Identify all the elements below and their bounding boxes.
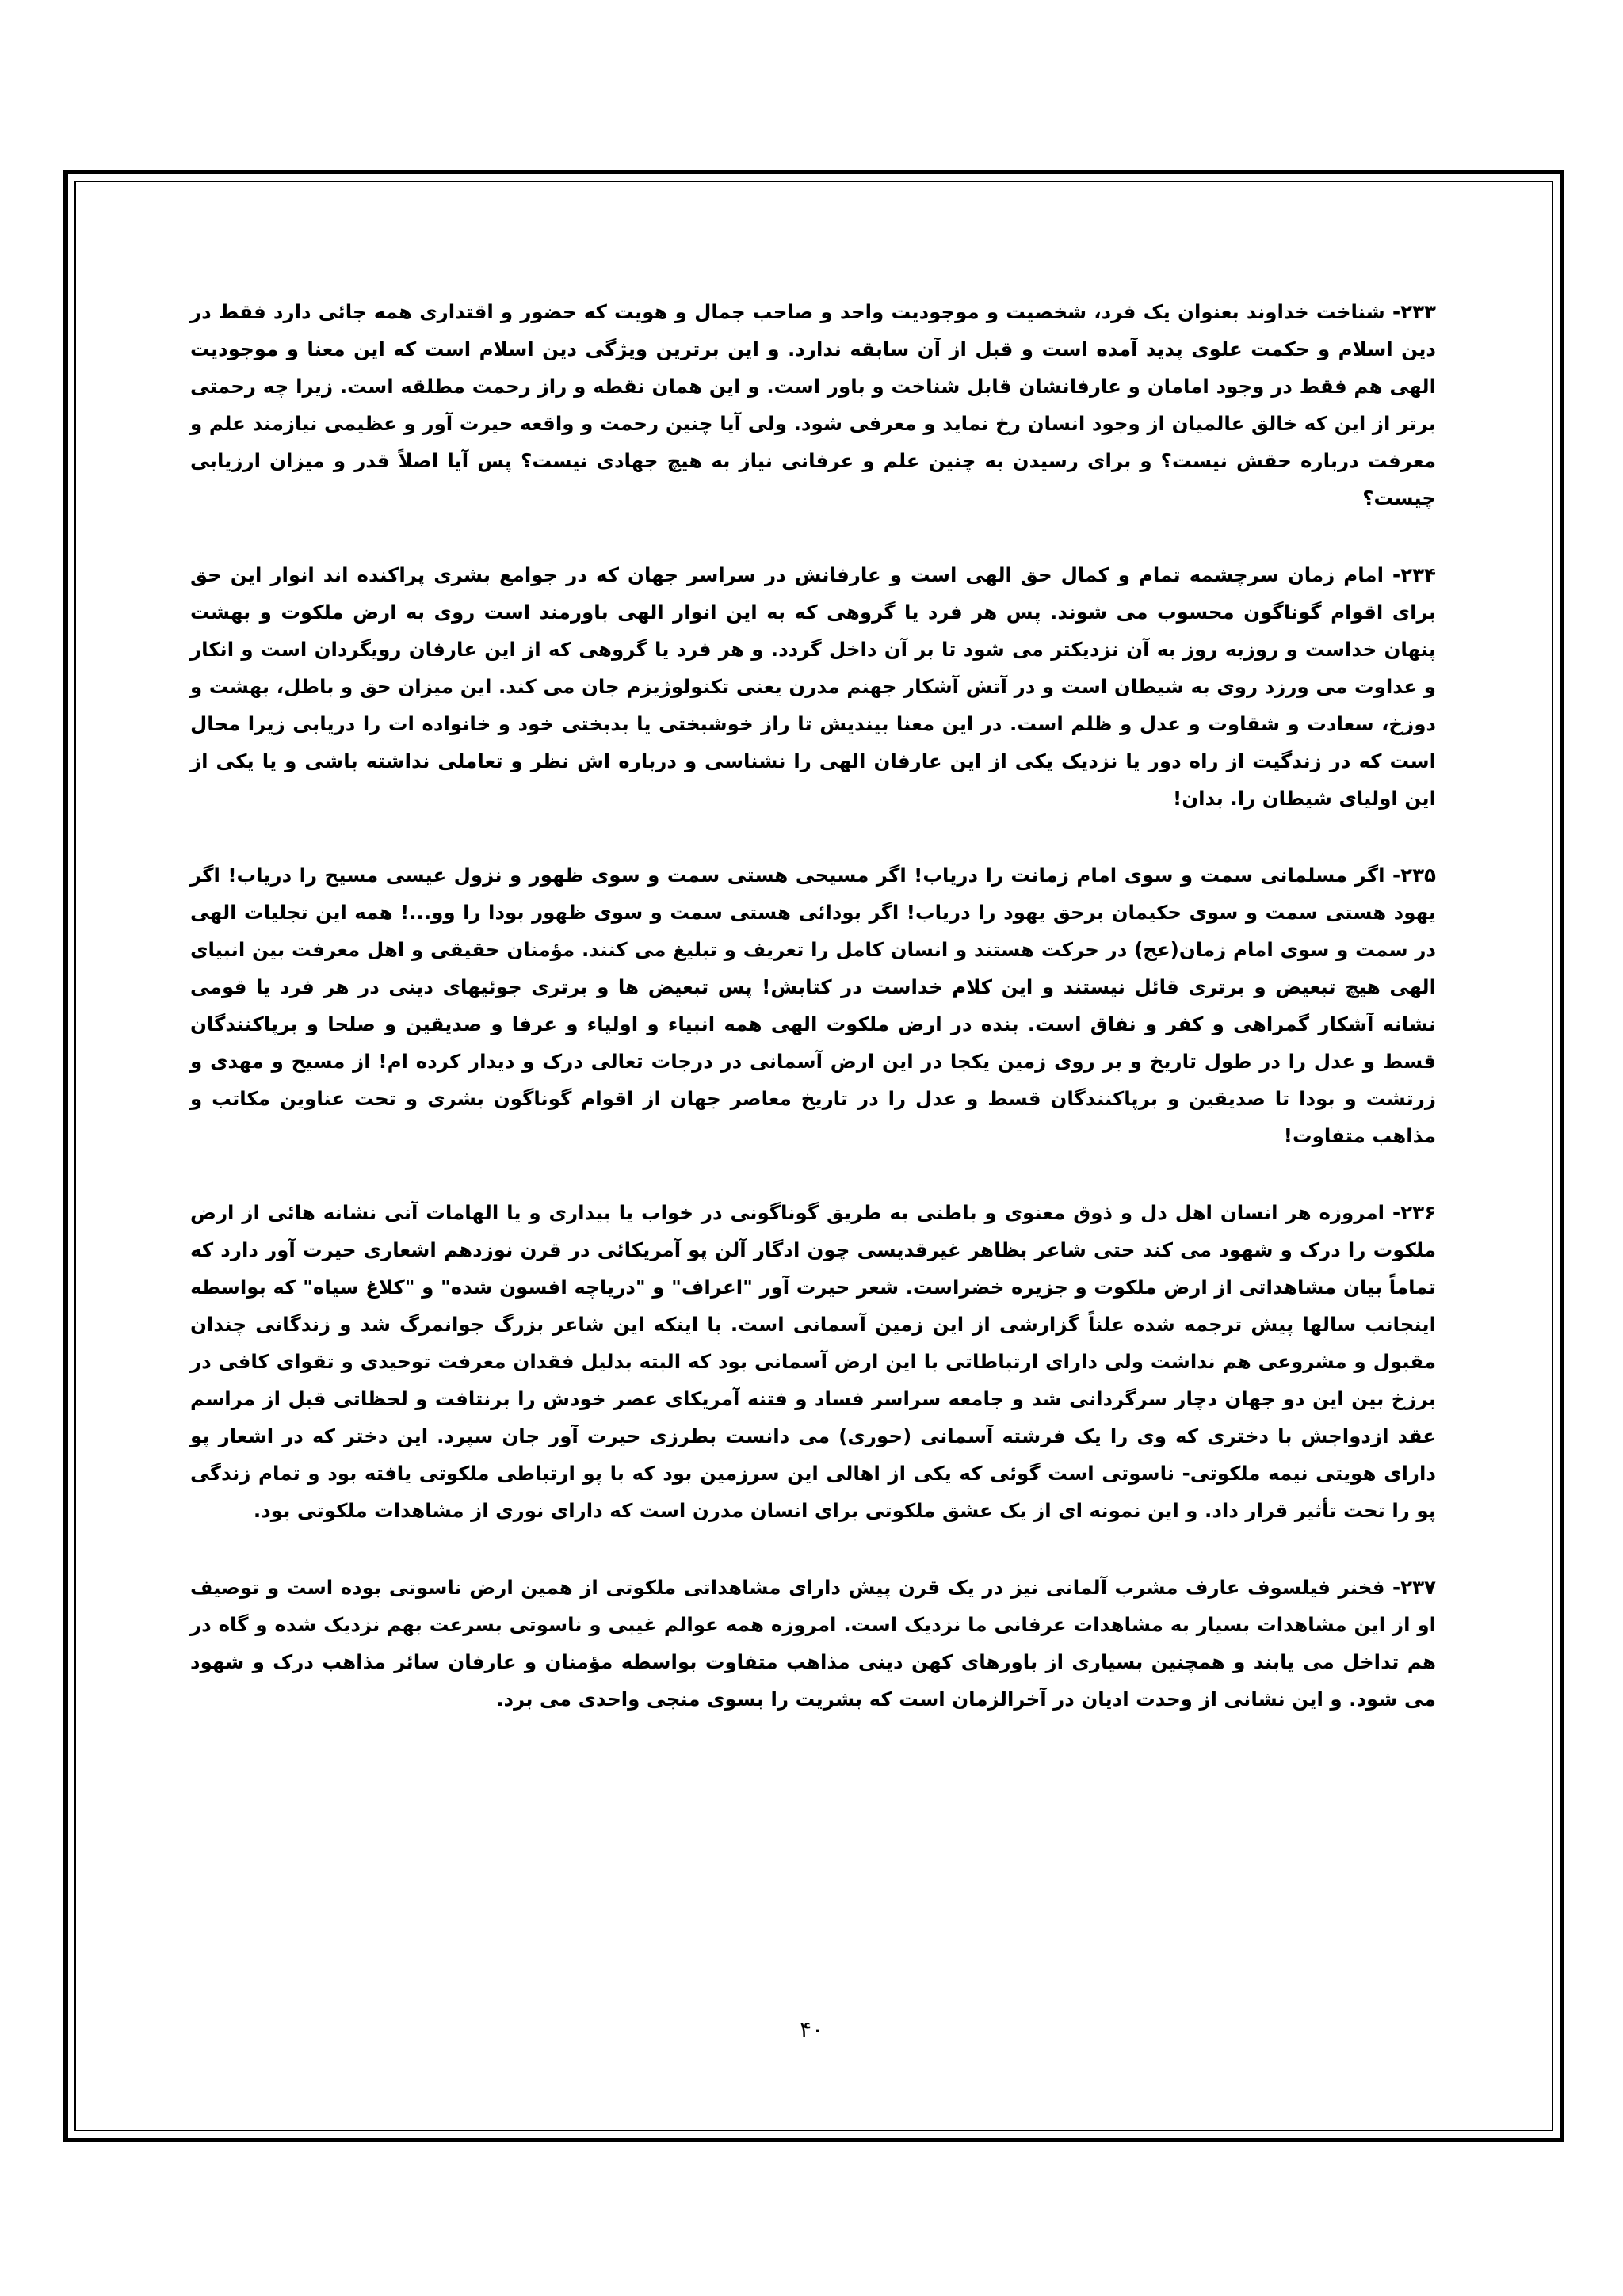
- paragraph-233: ۲۳۳- شناخت خداوند بعنوان یک فرد، شخصیت و موجودیت واحد و صاحب جمال و هویت که حضور و اقتداری همه جائی دارد فقط در دین اسلام و حکمت علوی پدید آمده است و قبل از آن سابقه ندارد. و این برترین ویژگی دین اسلام است که این معنا و موجودیت الهی هم فقط در وجود امامان و عارفانشان قابل شناخت و باور است. و این همان نقطه و راز رحمت مطلقه است. زیرا چه رحمتی برتر از این که خالق عالمیان از وجود انسان رخ نماید و معرفی شود. ولی آیا چنین رحمت و واقعه حیرت آور و عظیمی نیازمند علم و معرفت درباره حقش نیست؟ و برای رسیدن به چنین علم و عرفانی نیاز به هیچ جهادی نیست؟ پس آیا اصلاً قدر و میزان ارزیابی چیست؟: [190, 300, 1436, 509]
- paragraph-237: ۲۳۷- فخنر فیلسوف عارف مشرب آلمانی نیز در یک قرن پیش دارای مشاهداتی ملکوتی از همین ارض ناسوتی بوده است و توصیف او از این مشاهدات بسیار به مشاهدات عرفانی ما نزدیک است. امروزه همه عوالم غیبی و ناسوتی بسرعت بهم نزدیک شده و گاه در هم تداخل می یابند و همچنین بسیاری از باورهای کهن دینی مذاهب متفاوت بواسطه مؤمنان و عارفان سائر مذاهب درک و شهود می شود. و این نشانی از وحدت ادیان در آخرالزمان است که بشریت را بسوی منجی واحدی می برد.: [190, 1576, 1436, 1711]
- paragraph-236: ۲۳۶- امروزه هر انسان اهل دل و ذوق معنوی و باطنی به طریق گوناگونی در خواب یا بیداری و یا الهامات آنی نشانه هائی از ارض ملکوت را درک و شهود می کند حتی شاعر بظاهر غیرقدیسی چون ادگار آلن پو آمریکائی در قرن نوزدهم اشعاری حیرت آور دارد که تماماً بیان مشاهداتی از ارض ملکوت و جزیره خضراست. شعر حیرت آور "اعراف" و "دریاچه افسون شده" و "کلاغ سیاه" که بواسطه اینجانب سالها پیش ترجمه شده علناً گزارشی از این زمین آسمانی است. با اینکه این شاعر بزرگ جوانمرگ شد و زندگانی چندان مقبول و مشروعی هم نداشت ولی دارای ارتباطاتی با این ارض آسمانی بود که البته بدلیل فقدان معرفت توحیدی و تقوای کافی در برزخ بین این دو جهان دچار سرگردانی شد و جامعه سراسر فساد و فتنه آمریکای عصر خودش را برنتافت و لحظاتی قبل از مراسم عقد ازدواجش با دختری که وی را یک فرشته آسمانی (حوری) می دانست بطرزی حیرت آور جان سپرد. این دختر که در اشعار پو دارای هویتی نیمه ملکوتی- ناسوتی است گوئی که یکی از اهالی این سرزمین بود که با پو ارتباطی ملکوتی یافته بود و تمام زندگی پو را تحت تأثیر قرار داد. و این نمونه ای از یک عشق ملکوتی برای انسان مدرن است که دارای نوری از مشاهدات ملکوتی بود.: [190, 1201, 1436, 1522]
- page-number: ۴۰: [799, 2016, 824, 2042]
- paragraph-235: ۲۳۵- اگر مسلمانی سمت و سوی امام زمانت را دریاب! اگر مسیحی هستی سمت و سوی ظهور و نزول عیسی مسیح را دریاب! اگر یهود هستی سمت و سوی حکیمان برحق یهود را دریاب! اگر بودائی هستی سمت و سوی ظهور بودا را وو...! همه این تجلیات الهی در سمت و سوی امام زمان(عج) در حرکت هستند و انسان کامل را تعریف و تبلیغ می کنند. مؤمنان حقیقی و اهل معرفت بین انبیای الهی هیچ تبعیض و برتری قائل نیستند و این کلام خداست در کتابش! پس تبعیض ها و برتری جوئیهای دینی در هر فرد یا قومی نشانه آشکار گمراهی و کفر و نفاق است. بنده در ارض ملکوت الهی همه انبیاء و اولیاء و عرفا و صدیقین و صلحا و برپاکنندگان قسط و عدل را در طول تاریخ و بر روی زمین یکجا در این ارض آسمانی در درجات تعالی درک و دیدار کرده ام! از مسیح و مهدی و زرتشت و بودا تا صدیقین و برپاکنندگان قسط و عدل را در تاریخ معاصر جهان از اقوام گوناگون بشری و تحت عناوین مکاتب و مذاهب متفاوت!: [190, 864, 1436, 1147]
- paragraph-234: ۲۳۴- امام زمان سرچشمه تمام و کمال حق الهی است و عارفانش در سراسر جهان که در جوامع بشری پراکنده اند انوار این حق برای اقوام گوناگون محسوب می شوند. پس هر فرد یا گروهی که به این انوار الهی باورمند است روی به ارض ملکوت و بهشت پنهان خداست و روزبه روز به آن نزدیکتر می شود تا بر آن داخل گردد. و هر فرد یا گروهی که از این عارفان رویگردان است و انکار و عداوت می ورزد روی به شیطان است و در آتش آشکار جهنم مدرن یعنی تکنولوژیزم جان می کند. این میزان حق و باطل، بهشت و دوزخ، سعادت و شقاوت و عدل و ظلم است. در این معنا بیندیش تا راز خوشبختی یا بدبختی خود و خانواده ات را دریابی زیرا محال است که در زندگیت از راه دور یا نزدیک یکی از این عارفان الهی را نشناسی و درباره اش نظر و تعاملی نداشته باشی و یا یکی از این اولیای شیطان را. بدان!: [190, 563, 1436, 810]
- body-text: [190, 293, 1436, 1757]
